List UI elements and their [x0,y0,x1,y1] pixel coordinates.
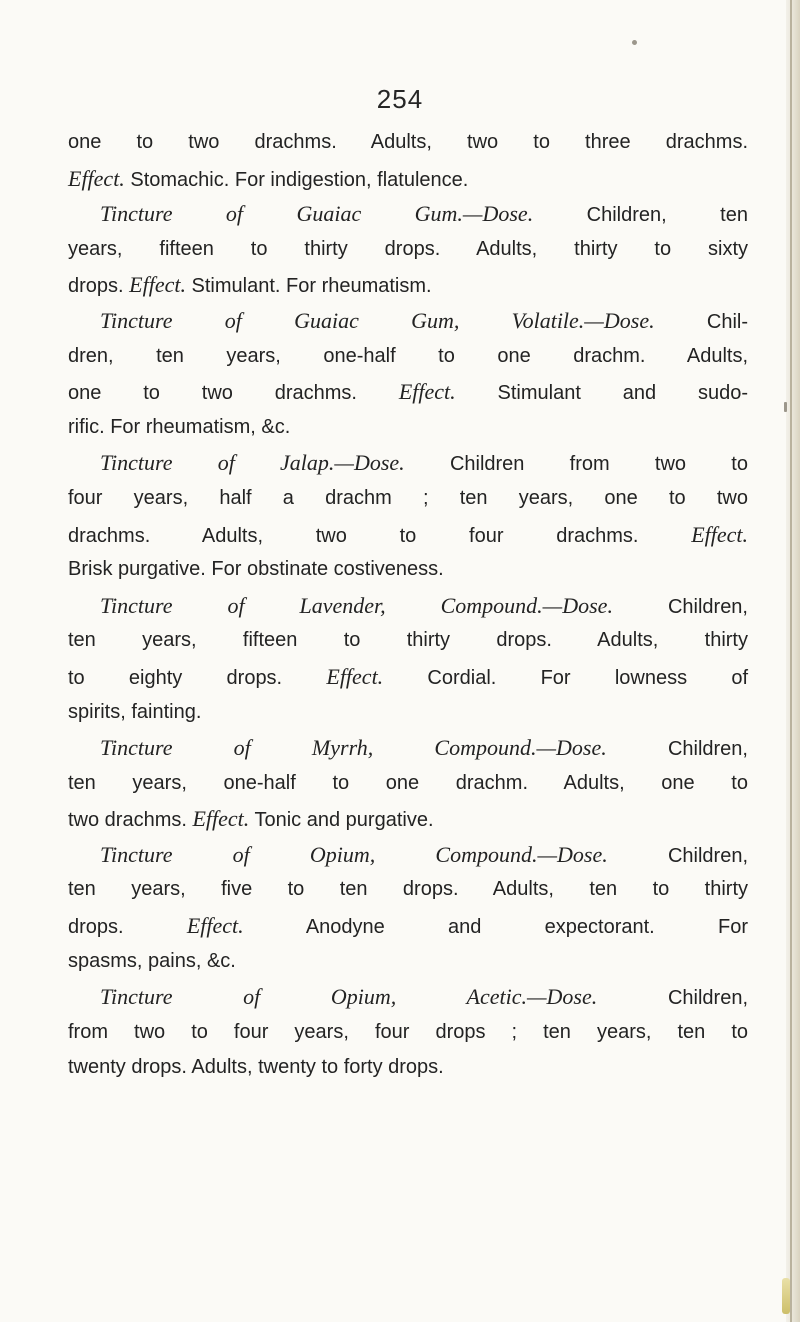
text-line [68,1050,748,1086]
italic-heading: Effect. [186,913,244,939]
text-line [68,267,748,303]
text-line [68,837,748,873]
corner-mark [782,1278,790,1314]
text-segment: spirits, fainting. [68,700,202,723]
text-line [68,766,748,802]
text-segment: Chil- [654,310,748,333]
text-segment: twenty drops. Adults, twenty to forty drops. [68,1056,444,1079]
text-line [68,944,748,980]
italic-heading: Effect. [192,806,250,832]
page-number: 254 [376,84,424,114]
text-line [68,445,748,481]
text-line [68,979,748,1015]
text-line [68,161,748,197]
italic-heading: Tincture of Lavender, Compound.—Dose. [100,592,613,618]
italic-heading: Effect. [326,663,384,689]
italic-heading: Tincture of Myrrh, Compound.—Dose. [100,735,607,761]
text-segment: Stimulant and sudo- [455,382,748,405]
text-line [68,659,748,695]
text-line [68,517,748,553]
page-edge-line [790,0,792,1322]
text-line [68,872,748,908]
text-segment: Children, [612,595,748,618]
text-line [68,196,748,232]
text-segment: drops. [68,916,187,939]
text-segment: Stomachic. For indigestion, flatulence. [124,168,469,191]
italic-heading: Tincture of Opium, Compound.—Dose. [100,841,608,867]
text-segment: Stimulant. For rheumatism. [185,275,432,298]
text-segment: dren, ten years, one-half to one drachm. Adults, [68,344,748,367]
text-segment: one to two drachms. Adults, two to three drachms. [68,131,748,153]
text-segment: from two to four years, four drops ; ten years, ten to [68,1020,748,1043]
text-segment: Children, ten [533,204,748,227]
text-line [68,232,748,268]
text-segment: two drachms. [68,809,193,832]
italic-heading: Effect. [129,272,186,298]
italic-heading: Tincture of Jalap.—Dose. [100,450,405,476]
italic-heading: Effect. [691,521,748,547]
text-line [68,374,748,410]
text-line [68,410,748,446]
text-line [68,125,748,161]
text-line [68,730,748,766]
text-segment: drops. [68,275,130,298]
text-segment: Children, [607,844,748,867]
text-line [68,588,748,624]
text-segment: ten years, one-half to one drachm. Adults, one to [68,771,748,794]
text-segment: ten years, fifteen to thirty drops. Adults, thirty [68,629,748,652]
text-line [68,481,748,517]
text-segment: Cordial. For lowness of [383,666,749,689]
text-segment: Children, [597,987,748,1010]
page-text [68,125,748,1086]
text-segment: Brisk purgative. For obstinate costiveness. [68,558,444,581]
text-segment: ten years, five to ten drops. Adults, ten to thirty [68,878,748,901]
text-segment: spasms, pains, &c. [68,949,236,972]
text-segment: rific. For rheumatism, &c. [68,415,291,438]
text-line [68,695,748,731]
text-line [68,801,748,837]
italic-heading: Tincture of Opium, Acetic.—Dose. [100,984,598,1010]
text-segment: Children, [606,738,748,761]
text-line [68,303,748,339]
speck [784,402,787,412]
text-line [68,623,748,659]
text-segment: Children from two to [404,453,748,476]
text-segment: four years, half a drachm ; ten years, one to two [68,486,748,509]
italic-heading: Effect. [68,165,125,191]
text-line [68,1015,748,1051]
text-segment: to eighty drops. [68,666,327,689]
page-edge [786,0,800,1322]
italic-heading: Effect. [398,379,456,405]
text-segment: Anodyne and expectorant. For [243,916,748,939]
text-segment: years, fifteen to thirty drops. Adults, thirty to sixty [68,237,748,260]
speck [632,40,637,45]
text-line [68,552,748,588]
text-segment: one to two drachms. [68,382,399,405]
text-line [68,339,748,375]
italic-heading: Tincture of Guaiac Gum.—Dose. [100,201,534,227]
text-segment: drachms. Adults, two to four drachms. [68,524,692,547]
text-line [68,908,748,944]
text-segment: Tonic and purgative. [249,809,434,832]
italic-heading: Tincture of Guaiac Gum, Volatile.—Dose. [100,307,655,333]
